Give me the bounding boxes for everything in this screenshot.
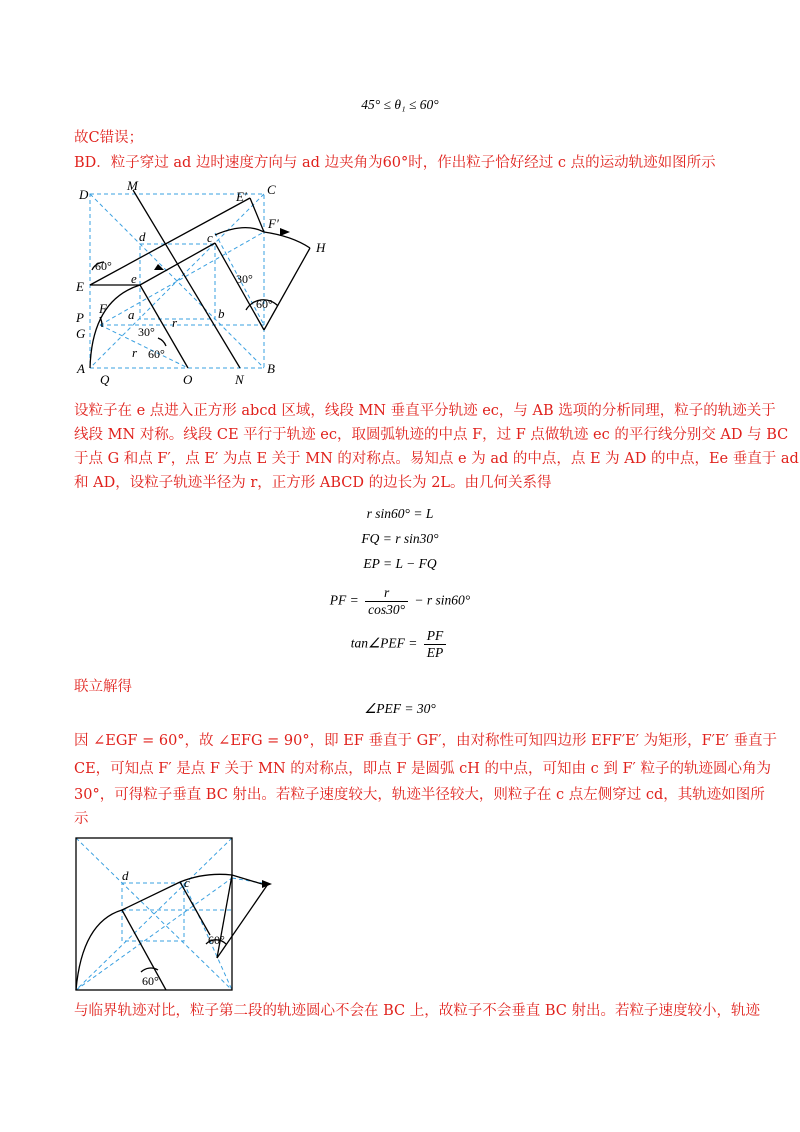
- para2-line1: 因 ∠EGF = 60°，故 ∠EFG = 90°，即 EF 垂直于 GF′，由对称性可知四边形 EFF′E′ 为矩形，F′E′ 垂直于: [74, 733, 777, 749]
- svg-text:D: D: [79, 187, 89, 202]
- svg-text:F: F: [99, 301, 107, 316]
- equation-6: ∠PEF = 30°: [364, 701, 436, 716]
- svg-text:B: B: [267, 361, 275, 376]
- para1-line1: 设粒子在 e 点进入正方形 abcd 区域，线段 MN 垂直平分轨迹 ec，与 AB 选项的分析同理，粒子的轨迹关于: [74, 403, 776, 419]
- svg-text:H: H: [316, 240, 326, 255]
- trajectory-figure-1: [70, 180, 360, 390]
- exit-arrow: [262, 880, 272, 888]
- equation-5: tan∠PEF = $\frac{PF}{EP}$: [0, 628, 800, 661]
- figure-1-labels: [75, 180, 326, 387]
- trajectory-figure-2: [70, 832, 280, 997]
- solid-lines-2: [76, 838, 268, 990]
- para2-line2: CE，可知点 F′ 是点 F 关于 MN 的对称点，即点 F 是圆弧 cH 的中点，可知由 c 到 F′ 粒子的轨迹圆心角为: [74, 761, 771, 777]
- svg-text:O: O: [183, 372, 193, 387]
- svg-text:G: G: [76, 326, 86, 341]
- equation-1: r sin60° = L: [366, 506, 434, 521]
- svg-text:30°: 30°: [138, 325, 155, 339]
- svg-text:60°: 60°: [95, 259, 112, 273]
- c-wrong-text: 故C错误；: [74, 130, 144, 146]
- svg-text:c: c: [207, 230, 213, 245]
- svg-text:d: d: [139, 229, 146, 244]
- svg-text:P: P: [76, 310, 84, 325]
- figure-2-labels: [122, 868, 225, 988]
- direction-arrows: [154, 228, 290, 270]
- svg-text:60°: 60°: [142, 974, 159, 988]
- svg-text:F′: F′: [268, 216, 279, 231]
- svg-text:r: r: [132, 345, 138, 360]
- svg-text:60°: 60°: [208, 933, 225, 947]
- top-formula: 45° ≤ θ₁ ≤ 60°: [361, 97, 439, 112]
- para1-line3: 于点 G 和点 F′，点 E′ 为点 E 关于 MN 的对称点。易知点 e 为 ad 的中点，点 E 为 AD 的中点，Ee 垂直于 ad: [74, 451, 799, 467]
- solve-label: 联立解得: [74, 679, 132, 695]
- para2-line3: 30°，可得粒子垂直 BC 射出。若粒子速度较大，轨迹半径较大，则粒子在 c 点左侧穿过 cd，其轨迹如图所: [74, 787, 765, 803]
- svg-text:M: M: [127, 180, 138, 193]
- svg-text:a: a: [128, 307, 135, 322]
- last-line: 与临界轨迹对比，粒子第二段的轨迹圆心不会在 BC 上，故粒子不会垂直 BC 射出。若粒子速度较小，轨迹: [74, 1003, 760, 1019]
- para1-line2: 线段 MN 对称。线段 CE 平行于轨迹 ec，取圆弧轨迹的中点 F，过 F 点做轨迹 ec 的平行线分别交 AD 与 BC: [74, 427, 789, 443]
- svg-text:E′: E′: [236, 189, 247, 204]
- para1-line4: 和 AD，设粒子轨迹半径为 r，正方形 ABCD 的边长为 2L。由几何关系得: [74, 475, 552, 491]
- equation-2: FQ = r sin30°: [361, 531, 439, 546]
- bd-intro-text: BD．粒子穿过 ad 边时速度方向与 ad 边夹角为60°时，作出粒子恰好经过 c 点的运动轨迹如图所示: [74, 155, 716, 171]
- svg-text:c: c: [184, 875, 190, 890]
- svg-text:e: e: [131, 271, 137, 286]
- para2-line4: 示: [74, 811, 89, 827]
- equation-4: PF = $\frac{r}{\cos 30^\circ}$ − r sin60°: [329, 585, 471, 617]
- svg-text:b: b: [218, 306, 225, 321]
- svg-text:d: d: [122, 868, 129, 883]
- svg-text:A: A: [77, 361, 85, 376]
- svg-text:N: N: [235, 372, 244, 387]
- svg-text:C: C: [267, 182, 276, 197]
- svg-text:60°: 60°: [256, 297, 273, 311]
- equation-3: EP = L − FQ: [363, 556, 437, 571]
- dashed-helper-lines-2: [76, 838, 268, 990]
- svg-text:60°: 60°: [148, 347, 165, 361]
- svg-text:30°: 30°: [236, 272, 253, 286]
- svg-text:r: r: [172, 315, 178, 330]
- svg-text:Q: Q: [100, 372, 110, 387]
- svg-text:E: E: [76, 279, 84, 294]
